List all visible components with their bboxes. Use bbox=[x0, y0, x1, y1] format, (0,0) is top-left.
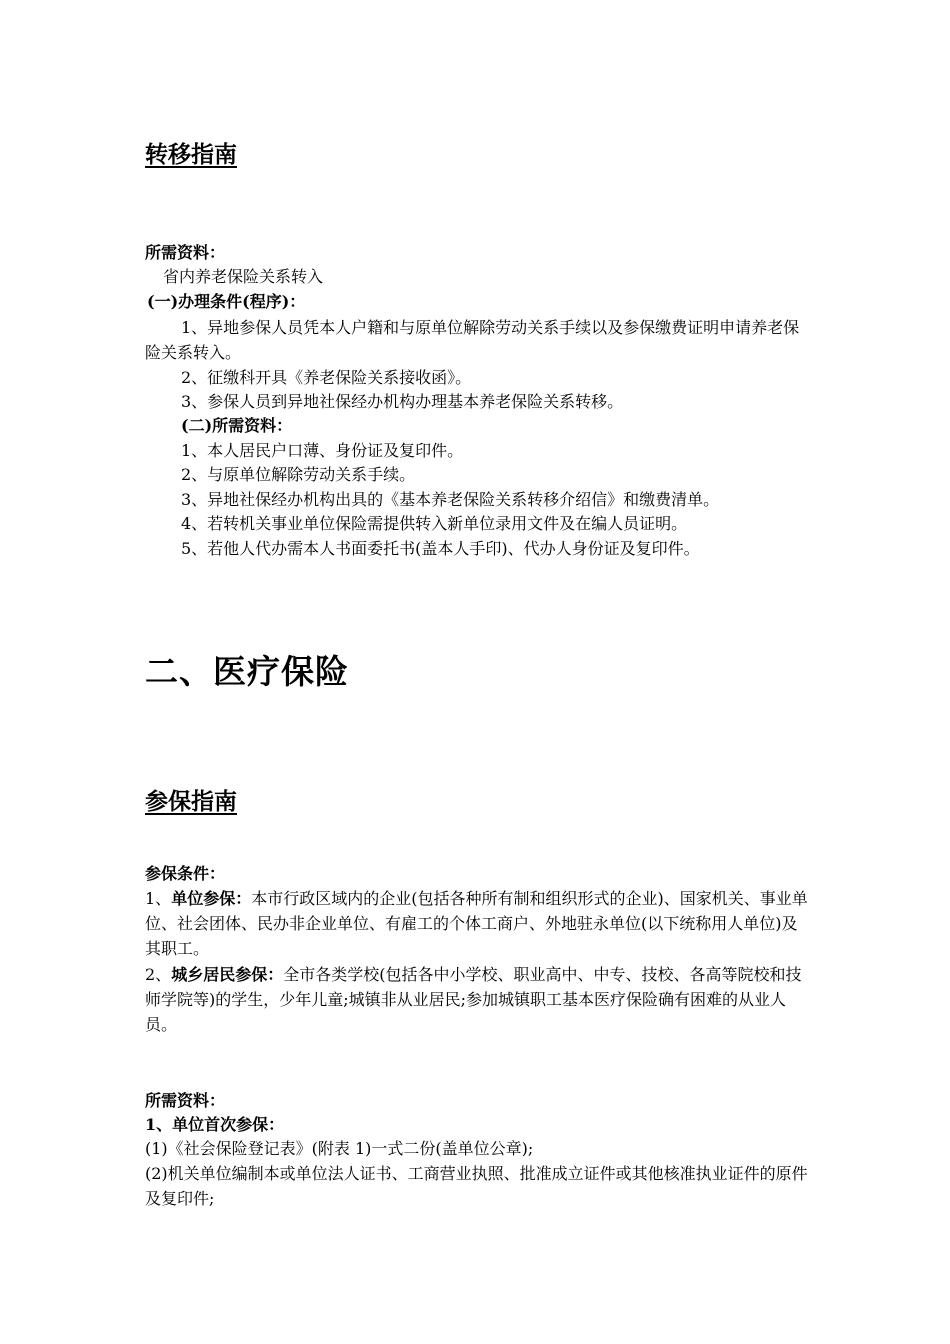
first-registration-item: (1)《社会保险登记表》(附表 1)一式二份(盖单位公章); bbox=[145, 1139, 534, 1158]
unit-insurance-paragraph bbox=[145, 886, 810, 961]
unit-insurance-text: 本市行政区域内的企业(包括各种所有制和组织形式的企业)、国家机关、事业单位、社会团体、民办非企业单位、有雇工的个体工商户、外地驻永单位(以下统称用人单位)及其职工。 bbox=[145, 889, 808, 958]
conditions-label: (一)办理条件(程序)： bbox=[147, 292, 306, 311]
unit-insurance-num: 1、 bbox=[145, 889, 172, 908]
medical-insurance-title: 二、医疗保险 bbox=[145, 652, 349, 691]
required-item: 1、本人居民户口薄、身份证及复印件。 bbox=[181, 441, 464, 460]
transfer-subtitle: 省内养老保险关系转入 bbox=[163, 267, 324, 286]
resident-insurance-label: 城乡居民参保： bbox=[171, 965, 284, 984]
transfer-guide-heading: 转移指南 bbox=[145, 141, 237, 168]
resident-insurance-paragraph bbox=[145, 962, 810, 1037]
condition-item: 3、参保人员到异地社保经办机构办理基本养老保险关系转移。 bbox=[181, 392, 624, 411]
condition-item: 2、征缴科开具《养老保险关系接收函》。 bbox=[181, 368, 472, 387]
first-registration-item: (2)机关单位编制本或单位法人证书、工商营业执照、批准成立证件或其他核准执业证件的原件及复印件; bbox=[145, 1164, 808, 1208]
first-registration-label: 1、单位首次参保： bbox=[145, 1115, 285, 1134]
required-item: 2、与原单位解除劳动关系手续。 bbox=[181, 465, 416, 484]
required-item: 4、若转机关事业单位保险需提供转入新单位录用文件及在编人员证明。 bbox=[181, 514, 688, 533]
medical-materials-label: 所需资料： bbox=[145, 1091, 226, 1110]
required-label: (二)所需资料： bbox=[181, 416, 293, 435]
condition-item: 1、异地参保人员凭本人户籍和与原单位解除劳动关系手续以及参保缴费证明申请养老保险关系转入。 bbox=[145, 318, 800, 362]
materials-label: 所需资料： bbox=[145, 243, 226, 262]
required-item: 5、若他人代办需本人书面委托书(盖本人手印)、代办人身份证及复印件。 bbox=[181, 539, 700, 558]
unit-insurance-label: 单位参保： bbox=[171, 889, 252, 908]
required-item: 3、异地社保经办机构出具的《基本养老保险关系转移介绍信》和缴费清单。 bbox=[181, 490, 720, 509]
insurance-guide-heading: 参保指南 bbox=[145, 788, 237, 815]
resident-insurance-text: 全市各类学校(包括各中小学校、职业高中、中专、技校、各高等院校和技师学院等)的学生，少年儿童;城镇非从业居民;参加城镇职工基本医疗保险确有困难的从业人员。 bbox=[145, 965, 802, 1034]
resident-insurance-num: 2、 bbox=[145, 965, 172, 984]
insurance-conditions-label: 参保条件： bbox=[145, 864, 226, 883]
